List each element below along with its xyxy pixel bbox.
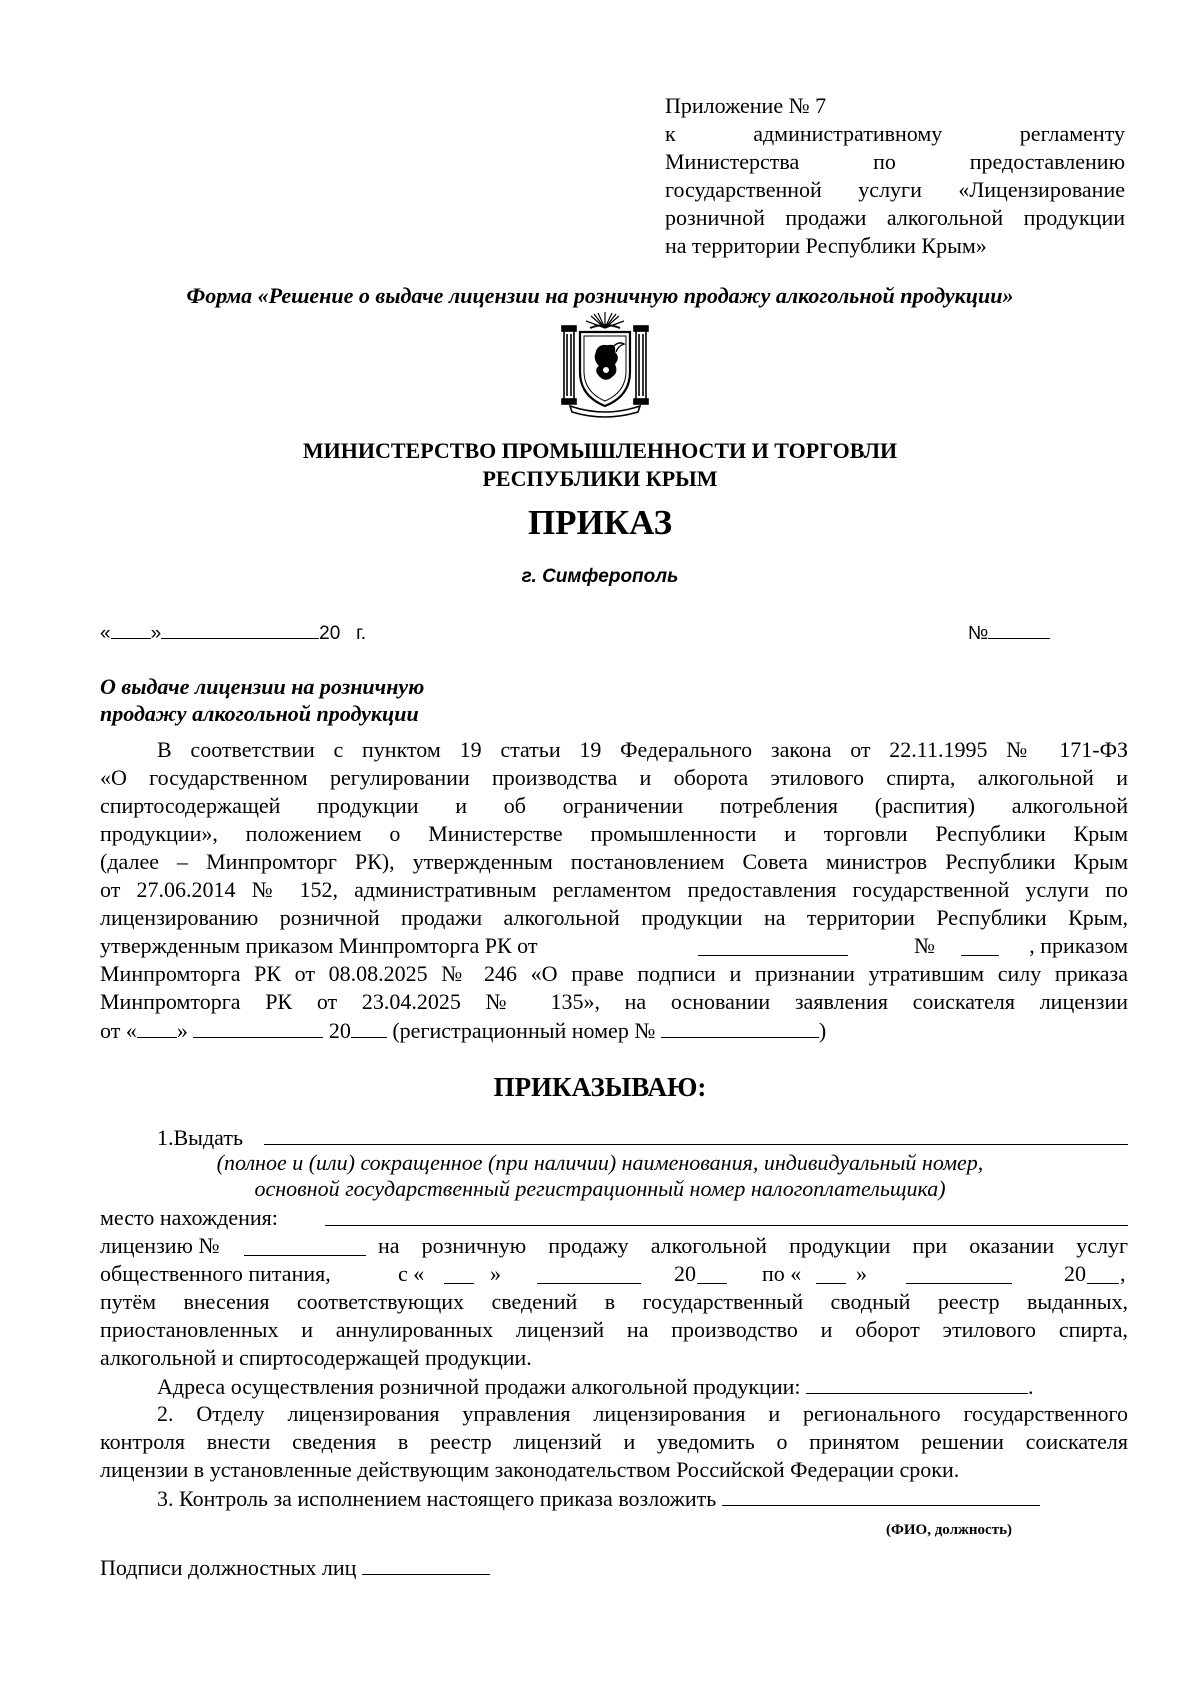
annex-line-5: розничной продажи алкогольной продукции [665,205,1125,230]
application-month-blank[interactable] [193,1017,323,1038]
location-label: место нахождения: [100,1205,278,1230]
subject-line-1: О выдаче лицензии на розничную [100,674,425,699]
signatures-blank[interactable] [362,1554,490,1575]
approval-order-date-blank[interactable] [698,935,848,956]
application-date-close: » [176,1018,188,1043]
addresses-end: . [1027,1374,1034,1399]
order-number-blank[interactable] [988,618,1050,639]
preamble-line-5: (далее – Минпромторг РК), утвержденным постановлением Совета министров Республики Крым [100,849,1128,874]
ministry-name-line-2: РЕСПУБЛИКИ КРЫМ [482,466,718,491]
period-to-year: 20 [1064,1261,1086,1286]
day-blank[interactable] [111,618,151,639]
annex-line-2: к административному регламенту [665,121,1125,146]
annex-line-4: государственной услуги «Лицензирование [665,177,1125,202]
preamble-number-sign: № [914,933,935,958]
item1-body-line-3: алкогольной и спиртосодержащей продукции. [100,1345,532,1370]
item2-line-2: контроля внести сведения в реестр лицензий и уведомить о принятом решении соискателя [100,1429,1128,1454]
item1-body-line-1: путём внесения соответствующих сведений в государственный сводный реестр выданных, [100,1289,1128,1314]
signatures-label: Подписи должностных лиц [100,1555,357,1580]
catering-label: общественного питания, [100,1261,331,1286]
signatures-line [100,1554,490,1581]
annex-line-1: Приложение № 7 [665,93,827,118]
preamble-line-8-end: , приказом [1029,933,1128,958]
crimea-coat-of-arms-icon [560,310,650,418]
preamble-line-4: продукции», положением о Министерстве промышленности и торговли Республики Крым [100,821,1128,846]
item1-label: 1.Выдать [157,1125,243,1150]
period-from-year-blank[interactable] [697,1263,727,1284]
order-word: ПРИКАЗЫВАЮ: [493,1072,707,1102]
order-number-field [968,618,1050,646]
application-day-blank[interactable] [137,1017,177,1038]
registration-number-blank[interactable] [661,1017,819,1038]
annex-line-3: Министерства по предоставлению [665,149,1125,174]
period-from-month-blank[interactable] [537,1263,641,1284]
approval-order-number-blank[interactable] [961,935,999,956]
preamble-line-8-text: утвержденным приказом Минпромторга РК от [100,933,538,958]
period-from-open: с « [398,1261,425,1286]
licensee-hint-line-1: (полное и (или) сокращенное (при наличии) наименования, индивидуальный номер, [216,1150,984,1175]
item2-line-1: 2. Отделу лицензирования управления лицензирования и регионального государственного [157,1401,1128,1426]
preamble-line-9: Минпромторга РК от 08.08.2025 № 246 «О праве подписи и признании утратившим силу приказа [100,961,1128,986]
period-end-comma: , [1120,1261,1126,1286]
form-title: Форма «Решение о выдаче лицензии на розничную продажу алкогольной продукции» [186,283,1014,308]
registration-number-close: ) [818,1018,827,1043]
application-year: 20 [328,1018,351,1043]
annex-line-6: на территории Республики Крым» [665,233,987,258]
item3-line [157,1485,1040,1512]
license-number-blank[interactable] [244,1235,366,1256]
item1-body-line-2: приостановленных и аннулированных лицензий на производство и оборот этилового спирта, [100,1317,1128,1342]
location-blank[interactable] [325,1225,1128,1226]
date-year-suffix: г. [356,623,367,644]
preamble-line-6: от 27.06.2014 № 152, административным регламентом предоставления государственной услуги по [100,877,1128,902]
date-close-quote: » [150,623,162,644]
preamble-line-1: В соответствии с пунктом 19 статьи 19 Федерального закона от 22.11.1995 № 171-ФЗ [157,737,1128,762]
licensee-name-blank[interactable] [264,1144,1128,1145]
addresses-label: Адреса осуществления розничной продажи алкогольной продукции: [157,1374,801,1399]
period-to-close: » [856,1261,867,1286]
application-year-blank[interactable] [351,1017,387,1038]
subject-line-2: продажу алкогольной продукции [100,701,419,726]
preamble-line-11 [100,1017,826,1044]
number-sign: № [968,623,989,644]
preamble-line-2: «О государственном регулировании производства и оборота этилового спирта, алкогольной и [100,765,1128,790]
responsible-person-caption: (ФИО, должность) [886,1522,1012,1538]
period-from-day-blank[interactable] [444,1263,474,1284]
period-from-close: » [490,1261,501,1286]
registration-number-label: (регистрационный номер № [392,1018,656,1043]
item3-text: 3. Контроль за исполнением настоящего приказа возложить [157,1486,717,1511]
addresses-blank[interactable] [806,1373,1028,1394]
preamble-line-7: лицензированию розничной продажи алкогольной продукции на территории Республики Крым, [100,905,1128,930]
date-open-quote: « [100,623,111,644]
period-from-year: 20 [674,1261,696,1286]
licensee-hint-line-2: основной государственный регистрационный номер налогоплательщика) [254,1176,946,1201]
license-number-label: лицензию № [100,1233,220,1258]
preamble-line-3: спиртосодержащей продукции и об ограничении потребления (распития) алкогольной [100,793,1128,818]
period-to-open: по « [762,1261,802,1286]
date-field [100,618,366,646]
item2-line-3: лицензии в установленные действующим законодательством Российской Федерации сроки. [100,1457,960,1482]
period-to-day-blank[interactable] [816,1263,846,1284]
application-date-open: от « [100,1018,137,1043]
preamble-line-10: Минпромторга РК от 23.04.2025 № 135», на основании заявления соискателя лицензии [100,989,1128,1014]
month-blank[interactable] [161,618,319,639]
license-description: на розничную продажу алкогольной продукции при оказании услуг [378,1233,1128,1258]
city-name: г. Симферополь [521,566,679,587]
document-type-title: ПРИКАЗ [527,503,673,542]
period-to-month-blank[interactable] [906,1263,1012,1284]
period-to-year-blank[interactable] [1087,1263,1119,1284]
ministry-name-line-1: МИНИСТЕРСТВО ПРОМЫШЛЕННОСТИ И ТОРГОВЛИ [302,438,898,463]
date-year: 20 [319,623,341,644]
responsible-person-blank[interactable] [722,1485,1040,1506]
addresses-line [157,1373,1033,1400]
